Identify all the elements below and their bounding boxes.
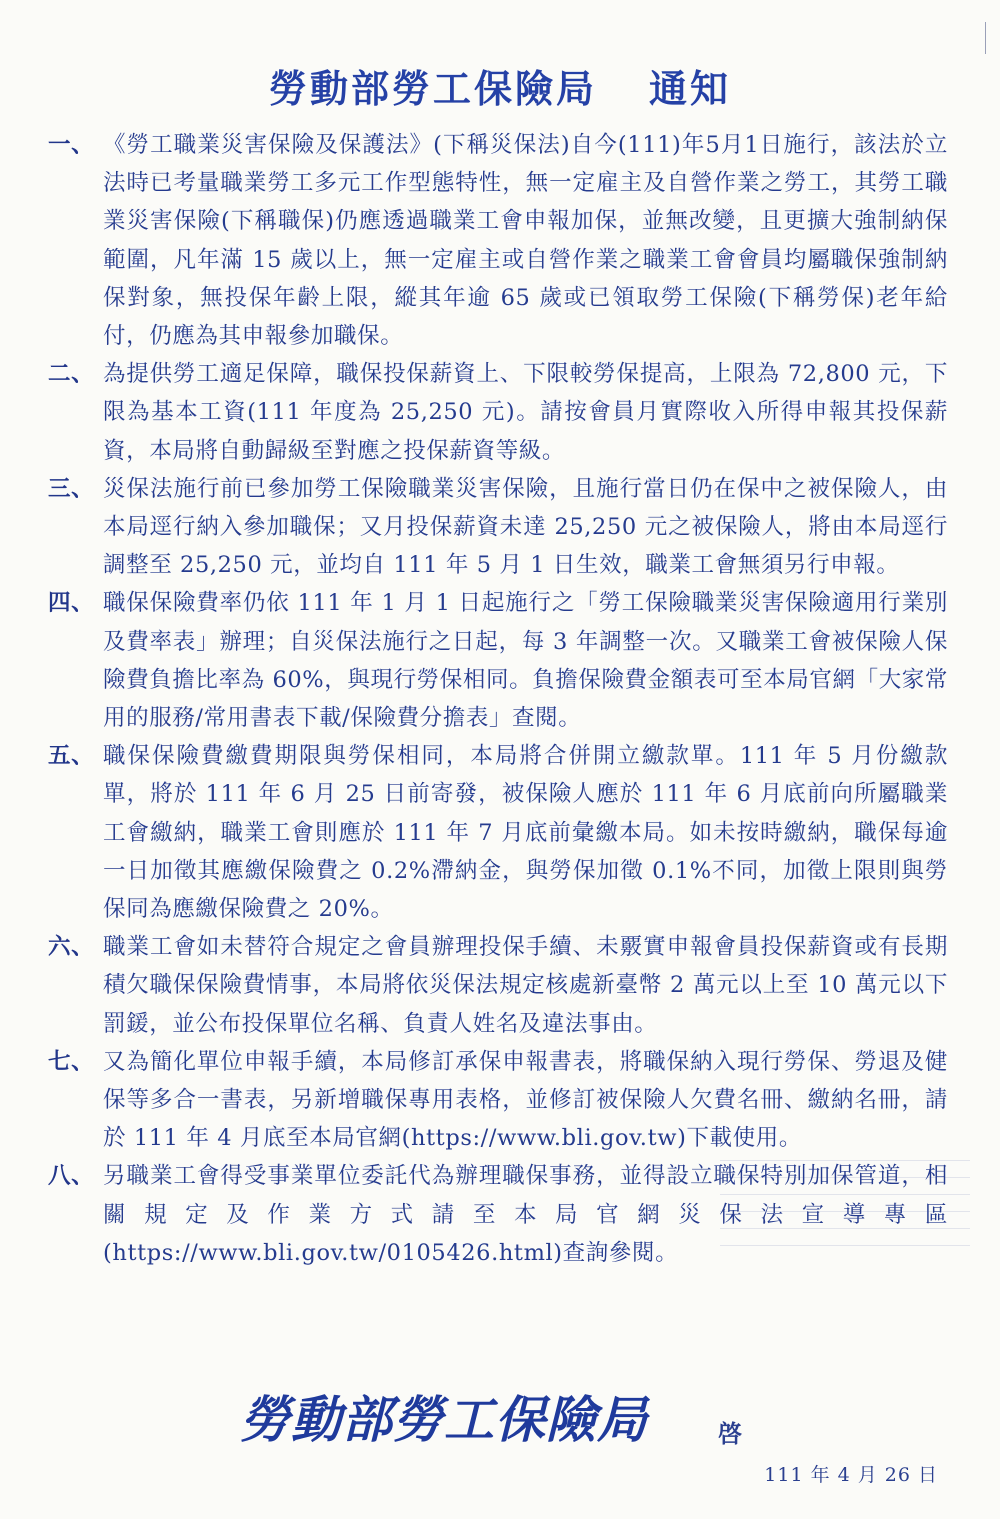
notice-item xyxy=(48,1043,948,1158)
item-text: 又為簡化單位申報手續，本局修訂承保申報書表，將職保納入現行勞保、勞退及健保等多合一書表，另新增職保專用表格，並修訂被保險人欠費名冊、繳納名冊，請於 111 年 4 月底至本局官網(https://www.bli.gov.tw)下載使用。 xyxy=(103,1048,948,1152)
signature-stamp: 勞動部勞工保險局 xyxy=(240,1390,648,1449)
item-text: 職保保險費繳費期限與勞保相同，本局將合併開立繳款單。111 年 5 月份繳款單，將於 111 年 6 月 25 日前寄發，被保險人應於 111 年 6 月底前向所屬職業工會繳納，職業工會則應於 111 年 7 月底前彙繳本局。如未按時繳納，職保每逾一日加徵其應繳保險費之 0.2%滯納金，與勞保加徵 0.1%不同，加徵上限則與勞保同為應繳保險費之 20%。 xyxy=(103,743,948,923)
item-text: 為提供勞工適足保障，職保投保薪資上、下限較勞保提高，上限為 72,800 元，下限為基本工資(111 年度為 25,250 元)。請按會員月實際收入所得申報其投保薪資，本局將自動歸級至對應之投保薪資等級。 xyxy=(103,361,948,464)
item-number: 一、 xyxy=(48,132,95,158)
notice-title xyxy=(0,58,1000,113)
item-number: 四、 xyxy=(48,590,95,617)
title-org: 勞動部勞工保險局 xyxy=(268,67,597,111)
item-number: 七、 xyxy=(48,1048,95,1075)
item-number: 五、 xyxy=(48,743,95,770)
item-number: 八、 xyxy=(48,1163,95,1190)
notice-item xyxy=(48,928,948,1043)
signature-suffix: 啓 xyxy=(718,1419,742,1448)
notice-date: 111 年 4 月 26 日 xyxy=(764,1464,938,1486)
item-number: 二、 xyxy=(48,361,95,388)
notice-item xyxy=(48,584,948,737)
notice-item xyxy=(48,355,948,470)
notice-items xyxy=(48,126,948,1272)
notice-item xyxy=(48,1157,948,1272)
item-text: 《勞工職業災害保險及保護法》(下稱災保法)自今(111)年5月1日施行，該法於立法時已考量職業勞工多元工作型態特性，無一定雇主及自營作業之勞工，其勞工職業災害保險(下稱職保)仍應透過職業工會申報加保，並無改變，且更擴大強制納保範圍，凡年滿 15 歲以上，無一定雇主或自營作業之職業工會會員均屬職保強制納保對象，無投保年齡上限，縱其年逾 65 歲或已領取勞工保險(下稱勞保)老年給付，仍應為其申報參加職保。 xyxy=(103,132,948,350)
item-number: 六、 xyxy=(48,934,95,961)
notice-item xyxy=(48,470,948,585)
item-text: 另職業工會得受事業單位委託代為辦理職保事務，並得設立職保特別加保管道，相關規定及作業方式請至本局官網災保法宣導專區(https://www.bli.gov.tw/0105426.html)查詢參閱。 xyxy=(103,1163,948,1266)
notice-item xyxy=(48,126,948,355)
item-text: 職業工會如未替符合規定之會員辦理投保手續、未覈實申報會員投保薪資或有長期積欠職保保險費情事，本局將依災保法規定核處新臺幣 2 萬元以上至 10 萬元以下罰鍰，並公布投保單位名稱、負責人姓名及違法事由。 xyxy=(103,934,948,1037)
item-text: 災保法施行前已參加勞工保險職業災害保險，且施行當日仍在保中之被保險人，由本局逕行納入參加職保；又月投保薪資未達 25,250 元之被保險人，將由本局逕行調整至 25,250 元，並均自 111 年 5 月 1 日生效，職業工會無須另行申報。 xyxy=(103,475,948,579)
scan-edge-mark xyxy=(985,22,986,54)
notice-item xyxy=(48,737,948,928)
item-number: 三、 xyxy=(48,475,95,502)
title-word: 通知 xyxy=(649,67,732,111)
item-text: 職保保險費率仍依 111 年 1 月 1 日起施行之「勞工保險職業災害保險適用行業別及費率表」辦理；自災保法施行之日起，每 3 年調整一次。又職業工會被保險人保險費負擔比率為 60%，與現行勞保相同。負擔保險費金額表可至本局官網「大家常用的服務/常用書表下載/保險費分擔表」查閱。 xyxy=(103,590,948,732)
